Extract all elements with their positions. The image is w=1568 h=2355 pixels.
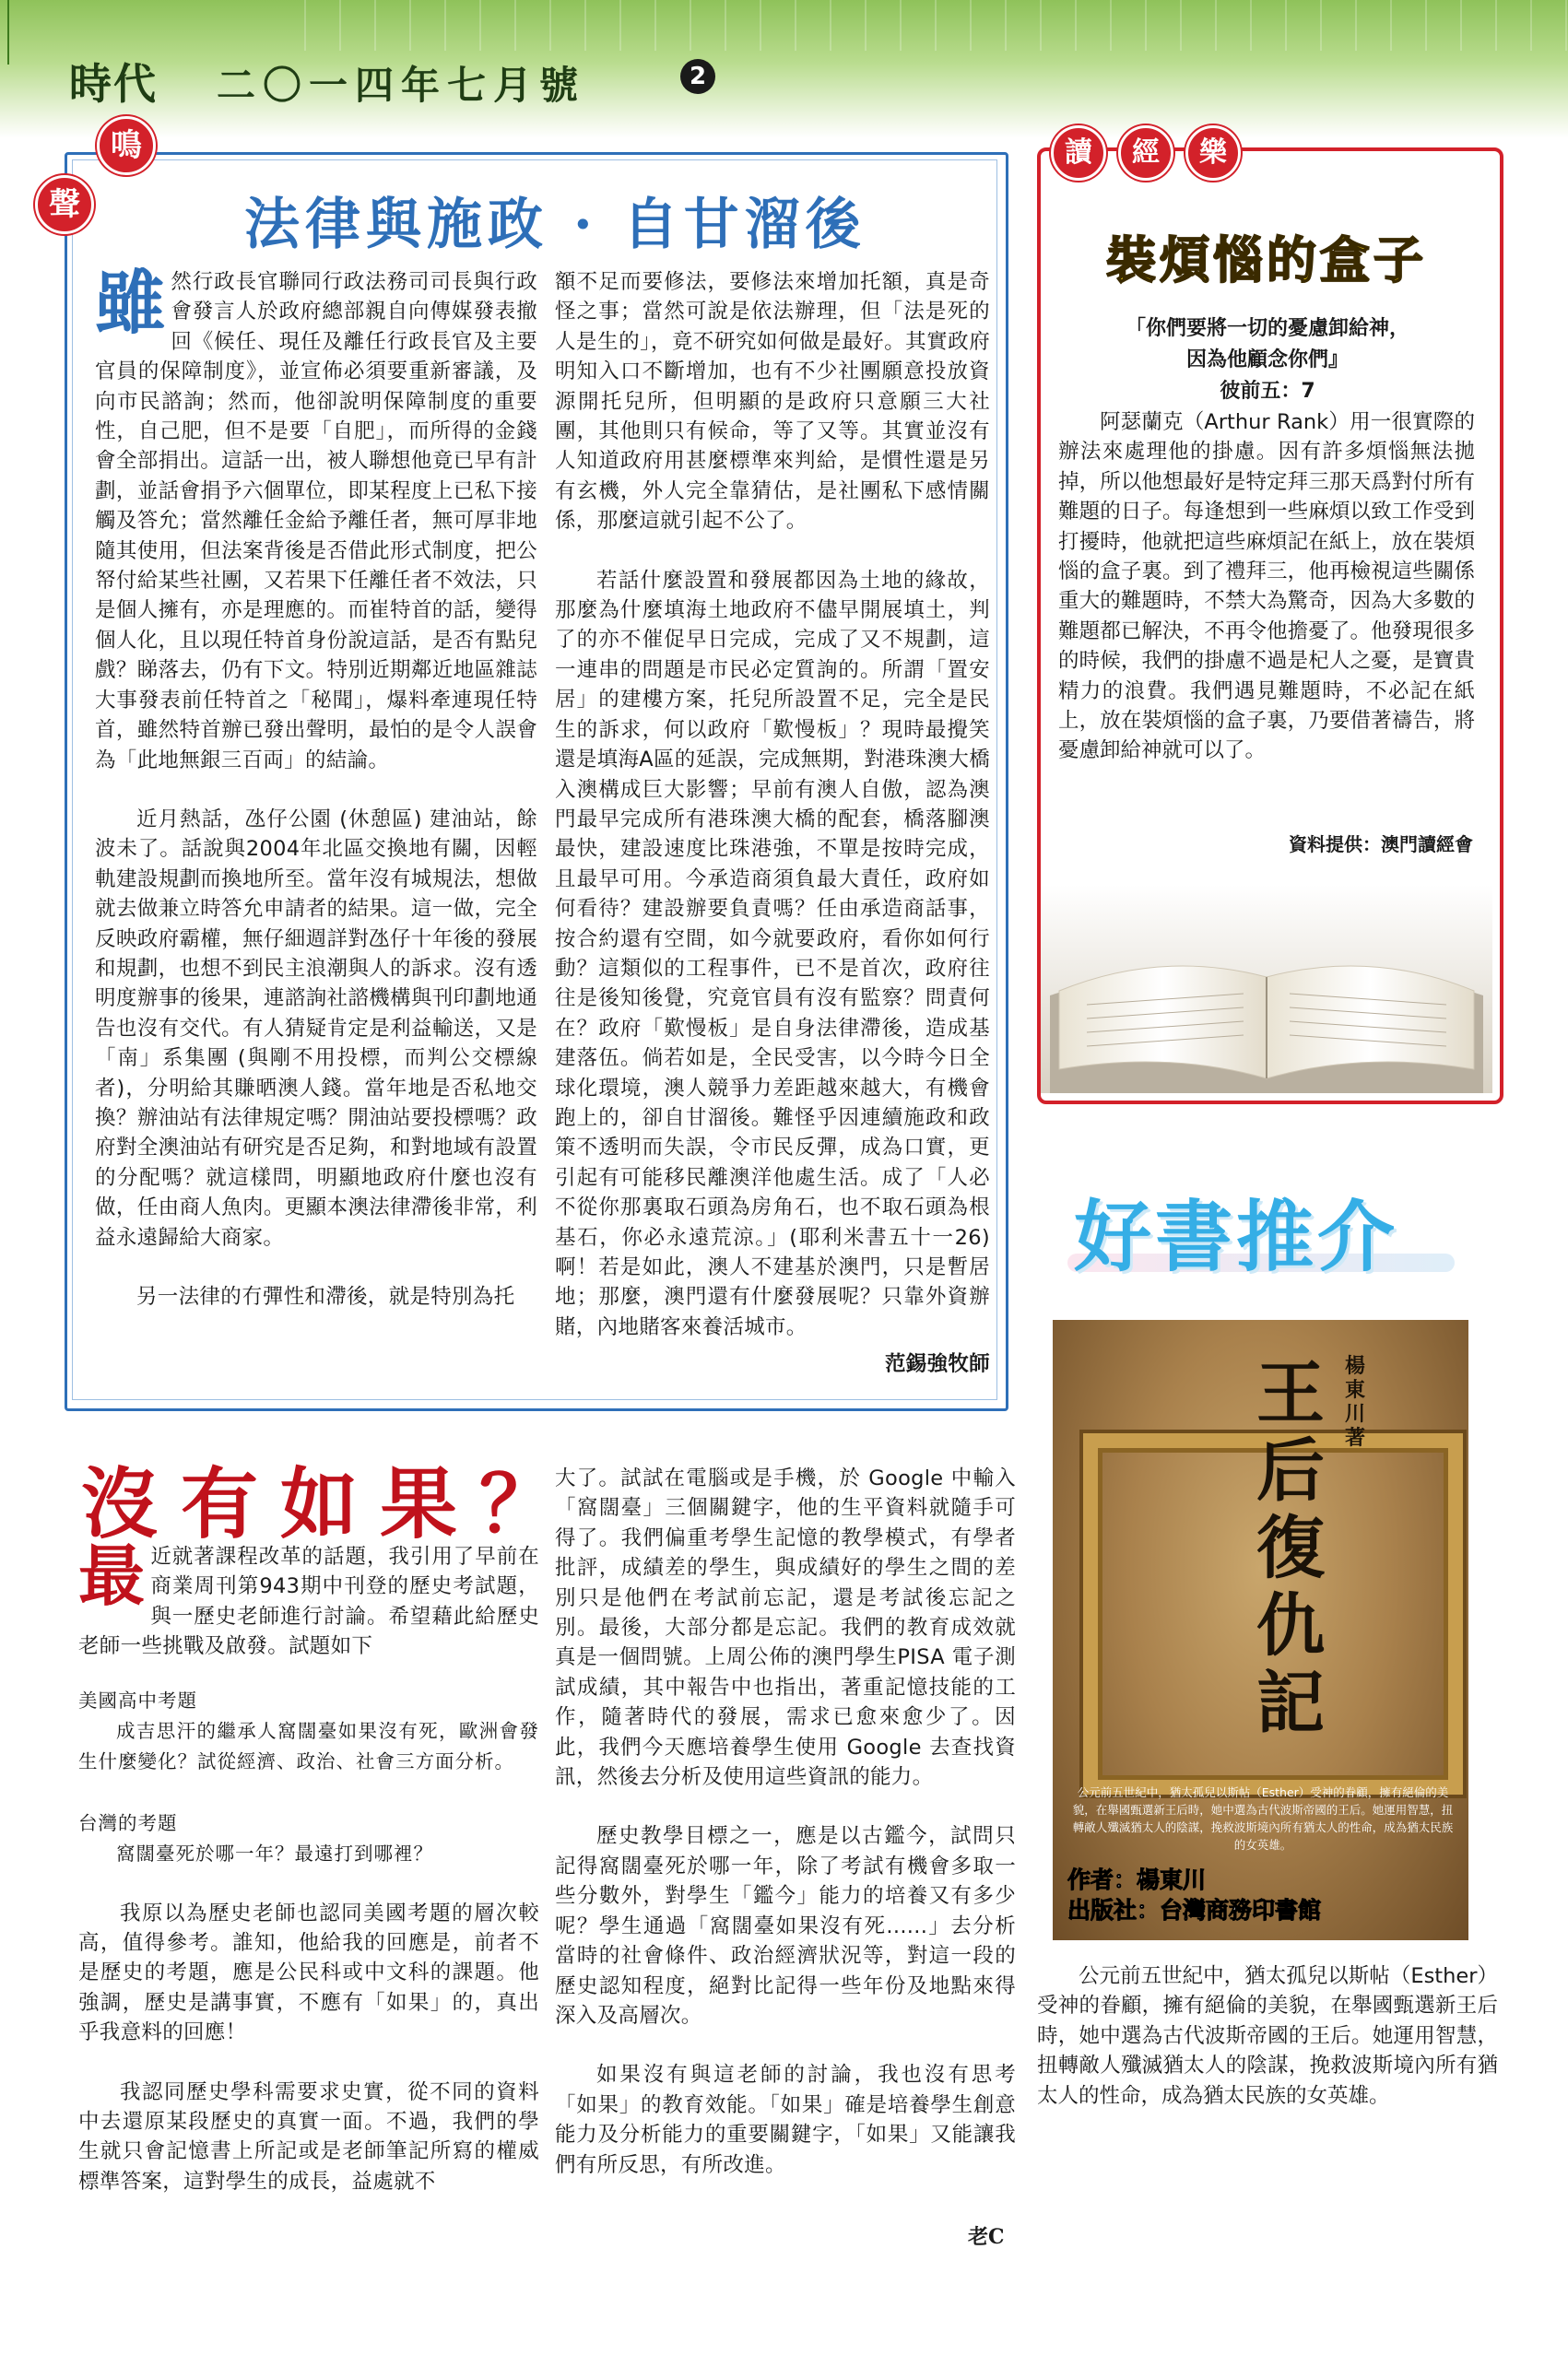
article2-title: 沒有如果？	[81, 1458, 580, 1549]
book-cover-author: 作者：楊東川	[1067, 1866, 1207, 1893]
article1-paragraph: 若話什麼設置和發展都因為土地的緣故，那麼為什麼填海土地政府不儘早開展填土，判了的亦不催促早日完成，完成了又不規劃，這一連串的問題是市民必定質詢的。所謂「置安居」的建樓方案，托兒所設置不足，完全是民生的訴求，何以政府「歎慢板」？現時最攪笑還是填海A區的延誤，完成無期，對港珠澳大橋入澳構成巨大影響；早前有澳人自傲，認為澳門最早完成所有港珠澳大橋的配套，橋落腳澳最快，建設速度比珠港強，不單是按時完成，且最早可用。今承造商須負最大責任，政府如何看待？建設辦要負責嗎？任由承造商話事，按合約還有空間，如今就要政府，看你如何行動？這類似的工程事件，已不是首次，政府往往是後知後覺，究竟官員有沒有監察？問責何在？政府「歎慢板」是自身法律滯後，造成基建落伍。倘若如是，全民受害，以今時今日全球化環境，澳人競爭力差距越來越大，有機會跑上的，卻自甘溜後。難怪乎因連續施政和政策不透明而失誤，令市民反彈，成為口實，更引起有可能移民離澳洋他處生活。成了「人必不從你那裏取石頭為房角石，也不取石頭為根基石，你必永遠荒涼。」(耶利米書五十一26) 啊！若是如此，澳人不建基於澳門，只是暫居地；那麼，澳門還有什麼發展呢？只靠外資辦賭，內地賭客來養活城市。	[555, 568, 990, 1339]
verse-reference: 彼前五：7	[1220, 380, 1315, 403]
exam-question-us: 成吉思汗的繼承人窩闊臺如果沒有死，歐洲會發生什麼變化？試從經濟、政治、社會三方面分析。	[78, 1719, 539, 1772]
article2-column-1	[78, 1542, 539, 2270]
column-badge-sheng: 聲	[35, 175, 94, 234]
article1-column-1	[95, 267, 537, 1399]
article1-title: 法律與施政 · 自甘溜後	[244, 193, 867, 257]
exam-label-us: 美國高中考題	[78, 1689, 197, 1712]
open-book-illustration	[1041, 885, 1492, 1093]
book-promo-paragraph: 公元前五世紀中，猶太孤兒以斯帖（Esther）受神的眷顧，擁有絕倫的美貌，在舉國甄選新王后時，她中選為古代波斯帝國的王后。她運用智慧，扭轉敵人殲滅猶太人的陰謀，挽救波斯境內所有猶太人的性命，成為猶太民族的女英雄。	[1037, 1964, 1498, 2108]
article2-paragraph: 大了。試試在電腦或是手機，於 Google 中輸入「窩闊臺」三個關鍵字，他的生平資料就隨手可得了。我們偏重考學生記憶的教學模式，有學者批評，成績差的學生，與成績好的學生之間的差別只是他們在考試前忘記，還是考試後忘記之別。最後，大部分都是忘記。我們的教育成效就真是一個問號。上周公佈的澳門學生PISA 電子測試成績，其中報告中也指出，著重記憶技能的工作，隨著時代的發展，需求已愈來愈少了。因此，我們今天應培養學生使用 Google 去查找資訊，然後去分析及使用這些資訊的能力。	[555, 1466, 1016, 1790]
magazine-title: 時代	[69, 59, 158, 109]
book-cover-publisher: 出版社：台灣商務印書館	[1067, 1897, 1322, 1924]
reading-verse	[1060, 313, 1475, 407]
exam-label-tw: 台灣的考題	[78, 1811, 178, 1834]
book-promo-heading: 好書推介	[1074, 1192, 1399, 1282]
article2-paragraph: 我原以為歷史老師也認同美國考題的層次較高，值得參考。誰知，他給我的回應是，前者不是歷史的考題，應是公民科或中文科的課題。他強調，歷史是講事實，不應有「如果」的，真出乎我意料的回應！	[78, 1901, 539, 2045]
header-decoration	[304, 0, 1568, 51]
article1-paragraph: 另一法律的冇彈性和滯後，就是特別為托	[136, 1285, 515, 1309]
article2-paragraph: 歷史教學目標之一，應是以古鑑今，試問只記得窩闊臺死於哪一年，除了考試有機會多取一些分數外，對學生「鑑今」能力的培養又有多少呢？學生通過「窩闊臺如果沒有死......」去分析當時的社會條件、政治經濟狀況等，對這一段的歷史認知程度，絕對比記得一些年份及地點來得深入及高層次。	[555, 1824, 1016, 2028]
book-cover-blurb: 公元前五世紀中，猶太孤兒以斯帖（Esther）受神的眷顧，擁有絕倫的美貌，在舉國甄選新王后時，她中選為古代波斯帝國的王后。她運用智慧，扭轉敵人殲滅猶太人的陰謀，挽救波斯境內所有猶太人的性命，成為猶太民族的女英雄。	[1072, 1785, 1454, 1852]
article2-dropcap: 最	[78, 1542, 146, 1615]
exam-question-tw: 窩闊臺死於哪一年？最遠打到哪裡？	[116, 1842, 433, 1865]
verse-line: 因為他顧念你們』	[1185, 348, 1349, 371]
column-badge-ming: 鳴	[97, 116, 156, 175]
article1-paragraph: 然行政長官聯同行政法務司司長與行政會發言人於政府總部親自向傳媒發表撤回《候任、現任及離任行政長官及主要官員的保障制度》，並宣佈必須要重新審議，及向市民諮詢；然而，他卻說明保障制度的重要性，自己肥，但不是要「自肥」，而所得的金錢會全部捐出。這話一出，被人聯想他竟已早有計劃，並話會捐予六個單位，即某程度上已私下接觸及答允；當然離任金給予離任者，無可厚非地隨其使用，但法案背後是否借此形式制度，把公帑付給某些社團，又若果下任離任者不效法，只是個人擁有，亦是理應的。而崔特首的話，變得個人化，且以現任特首身份說這話，是否有點兒戲？睇落去，仍有下文。特別近期鄰近地區雜誌大事發表前任特首之「秘聞」，爆料牽連現任特首，雖然特首辦已發出聲明，最怕的是令人誤會為「此地無銀三百両」的結論。	[95, 270, 537, 772]
reading-body	[1058, 407, 1475, 766]
article1-paragraph: 近月熱話，氹仔公園 (休憩區) 建油站，餘波未了。話說與2004年北區交換地有關，因輕軌建設規劃而換地所至。當年沒有城規法，想做就去做兼立時答允申請者的結果。這一做，完全反映政府霸權，無仔細週詳對氹仔十年後的發展和規劃，也想不到民主浪潮與人的訴求。沒有透明度辦事的後果，連諮詢社諮機構與刊印劃地通告也沒有交代。有人猜疑肯定是利益輸送，又是「南」系集團 (與剛不用投標，而判公交標線者)，分明給其賺晒澳人錢。當年地是否私地交換？辦油站有法律規定嗎？開油站要投標嗎？政府對全澳油站有研究是否足夠，和對地域有設置的分配嗎？就這樣問，明顯地政府什麼也沒有做，任由商人魚肉。更顯本澳法律滯後非常，利益永遠歸給大商家。	[95, 807, 537, 1250]
reading-badge-2: 經	[1118, 125, 1173, 181]
reading-badge-3: 樂	[1185, 125, 1241, 181]
issue-date: 二〇一四年七月號	[217, 63, 586, 108]
article1-author: 范錫強牧師	[884, 1352, 990, 1377]
book-cover-author-vertical: 楊東川 著	[1344, 1355, 1365, 1450]
book-promo-body	[1037, 1961, 1498, 2111]
article1-column-2	[555, 267, 990, 1399]
article2-paragraph: 如果沒有與這老師的討論，我也沒有思考「如果」的教育效能。「如果」確是培養學生創意能力及分析能力的重要關鍵字，「如果」又能讓我們有所反思，有所改進。	[555, 2063, 1016, 2177]
reading-paragraph: 阿瑟蘭克（Arthur Rank）用一很實際的辦法來處理他的掛慮。因有許多煩惱無法拋掉，所以他想最好是特定拜三那天爲對付所有難題的日子。每逢想到一些麻煩以致工作受到打擾時，他就把這些麻煩記在紙上，放在裝煩惱的盒子裏。到了禮拜三，他再檢視這些關係重大的難題時，不禁大為驚奇，因為大多數的難題都已解決，不再令他擔憂了。他發現很多的時候，我們的掛慮不過是杞人之憂，是寶貴精力的浪費。我們遇見難題時，不必記在紙上，放在裝煩惱的盒子裏，乃要借著禱告，將憂慮卸給神就可以了。	[1058, 410, 1475, 763]
article2-column-2	[555, 1464, 1016, 2293]
page-number-badge: 2	[680, 59, 715, 94]
article1-dropcap: 雖	[95, 267, 166, 344]
book-cover-title: 王后復仇記	[1256, 1354, 1325, 1743]
reading-title: 裝煩惱的盒子	[1106, 231, 1427, 289]
article1-paragraph: 額不足而要修法，要修法來增加托額，真是奇怪之事；當然可說是依法辦理，但「法是死的人是生的」，竟不研究如何做是最好。其實政府明知入口不斷增加，也有不少社團願意投放資源開托兒所，但明顯的是政府只意願三大社團，其他則只有候命，等了又等。其實並沒有人知道政府用甚麼標準來判給，是慣性還是另有玄機，外人完全靠猜估，是社團私下感情關係，那麼這就引起不公了。	[555, 270, 990, 534]
article2-paragraph: 近就著課程改革的話題，我引用了早前在商業周刊第943期中刊登的歷史考試題，與一歷史老師進行討論。希望藉此給歷史老師一些挑戰及啟發。試題如下	[78, 1545, 539, 1659]
verse-line: 「你們要將一切的憂慮卸給神，	[1125, 317, 1409, 340]
article2-author: 老C	[968, 2225, 1005, 2249]
article2-paragraph: 我認同歷史學科需要求史實，從不同的資料中去還原某段歷史的真實一面。不過，我們的學生就只會記憶書上所記或是老師筆記所寫的權威標準答案，這對學生的成長，益處就不	[78, 2079, 539, 2194]
reading-credit: 資料提供：澳門讀經會	[1289, 833, 1473, 855]
edge-line	[7, 0, 9, 65]
reading-badge-1: 讀	[1051, 125, 1106, 181]
